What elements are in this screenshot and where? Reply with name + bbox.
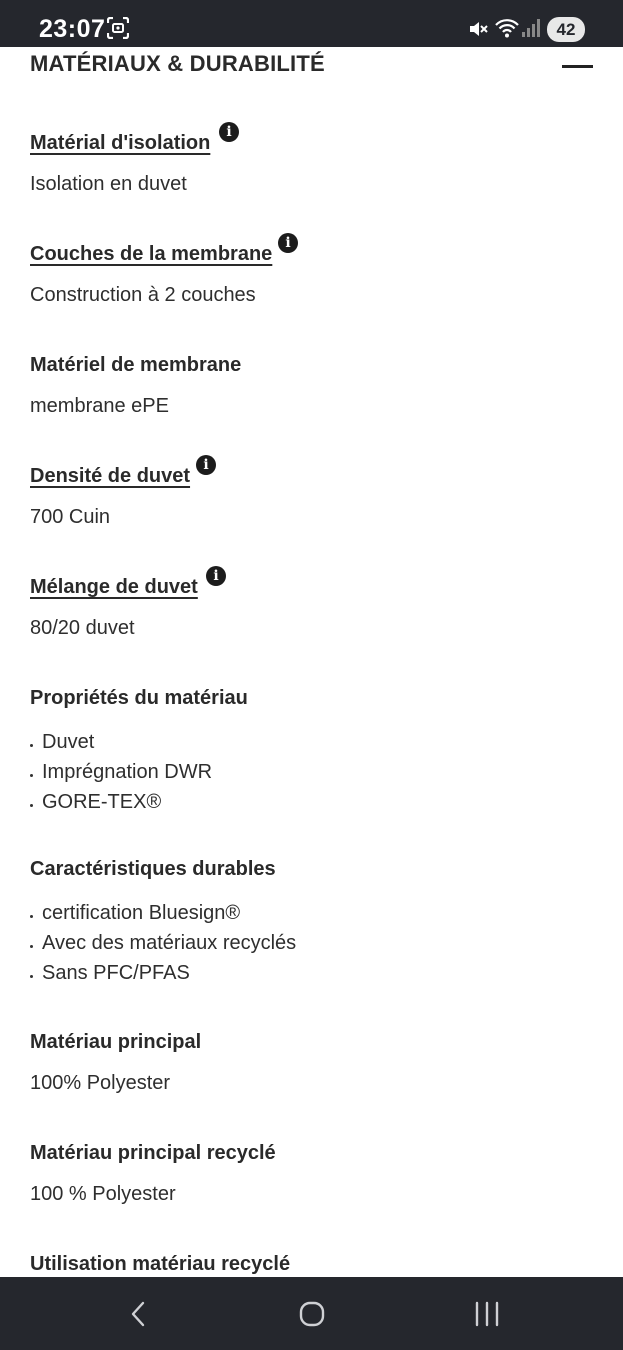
property-insulation-material xyxy=(30,124,600,196)
mute-icon xyxy=(468,19,488,44)
signal-icon xyxy=(522,19,542,42)
property-value: 700 Cuin xyxy=(30,506,111,528)
list-item-text: Imprégnation DWR xyxy=(42,761,213,783)
property-label: Propriétés du matériau xyxy=(30,687,248,709)
back-icon[interactable] xyxy=(126,1299,150,1334)
list-item-text: Duvet xyxy=(42,731,95,753)
property-down-density xyxy=(30,457,600,529)
bullet-icon xyxy=(30,915,33,918)
bullet-icon xyxy=(30,975,33,978)
bullet-icon xyxy=(30,774,33,777)
property-value: Construction à 2 couches xyxy=(30,284,256,306)
info-icon[interactable]: i xyxy=(278,233,298,253)
list-item xyxy=(30,898,600,928)
list-item-text: certification Bluesign® xyxy=(42,902,241,924)
bullet-icon xyxy=(30,804,33,807)
status-bar xyxy=(0,0,623,47)
property-membrane-layers xyxy=(30,235,600,307)
list-item xyxy=(30,958,600,988)
list-item-text: Avec des matériaux recyclés xyxy=(42,932,297,954)
list-item-text: Sans PFC/PFAS xyxy=(42,962,190,984)
property-label[interactable]: Densité de duvet xyxy=(30,465,191,487)
list-item xyxy=(30,787,600,817)
property-label: Matériau principal recyclé xyxy=(30,1142,276,1164)
property-membrane-material xyxy=(30,354,600,418)
list-item xyxy=(30,727,600,757)
info-icon[interactable]: i xyxy=(196,455,216,475)
screen-recorder-icon xyxy=(107,17,129,44)
property-list xyxy=(30,898,600,988)
section-title: MATÉRIAUX & DURABILITÉ xyxy=(30,51,325,76)
list-item xyxy=(30,757,600,787)
property-label: Caractéristiques durables xyxy=(30,858,276,880)
property-material-properties xyxy=(30,687,600,817)
navigation-bar xyxy=(0,1277,623,1350)
property-list xyxy=(30,727,600,817)
minus-icon[interactable] xyxy=(562,65,593,68)
property-label[interactable]: Matérial d'isolation xyxy=(30,132,211,154)
recents-icon[interactable] xyxy=(473,1299,501,1334)
property-main-material xyxy=(30,1031,600,1095)
info-icon[interactable]: i xyxy=(219,122,239,142)
home-icon[interactable] xyxy=(299,1299,325,1334)
bullet-icon xyxy=(30,945,33,948)
battery-icon: 42 xyxy=(547,17,585,42)
property-value: 80/20 duvet xyxy=(30,617,135,639)
status-time: 23:07 xyxy=(39,15,106,43)
property-recycled-material-use xyxy=(30,1253,600,1277)
property-label: Matériau principal xyxy=(30,1031,202,1053)
property-label: Utilisation matériau recyclé xyxy=(30,1253,291,1275)
property-label[interactable]: Mélange de duvet xyxy=(30,576,198,598)
bullet-icon xyxy=(30,744,33,747)
property-recycled-main-material xyxy=(30,1142,600,1206)
material-details-panel xyxy=(0,47,623,1277)
property-down-blend xyxy=(30,568,600,640)
property-value: 100 % Polyester xyxy=(30,1183,176,1205)
property-value: membrane ePE xyxy=(30,395,169,417)
property-value: 100% Polyester xyxy=(30,1072,171,1094)
property-label[interactable]: Couches de la membrane xyxy=(30,243,273,265)
list-item-text: GORE-TEX® xyxy=(42,791,162,813)
wifi-icon xyxy=(495,17,519,44)
list-item xyxy=(30,928,600,958)
section-header[interactable] xyxy=(30,51,593,81)
property-label: Matériel de membrane xyxy=(30,354,242,376)
info-icon[interactable]: i xyxy=(206,566,226,586)
property-sustainable-features xyxy=(30,858,600,988)
property-value: Isolation en duvet xyxy=(30,173,187,195)
